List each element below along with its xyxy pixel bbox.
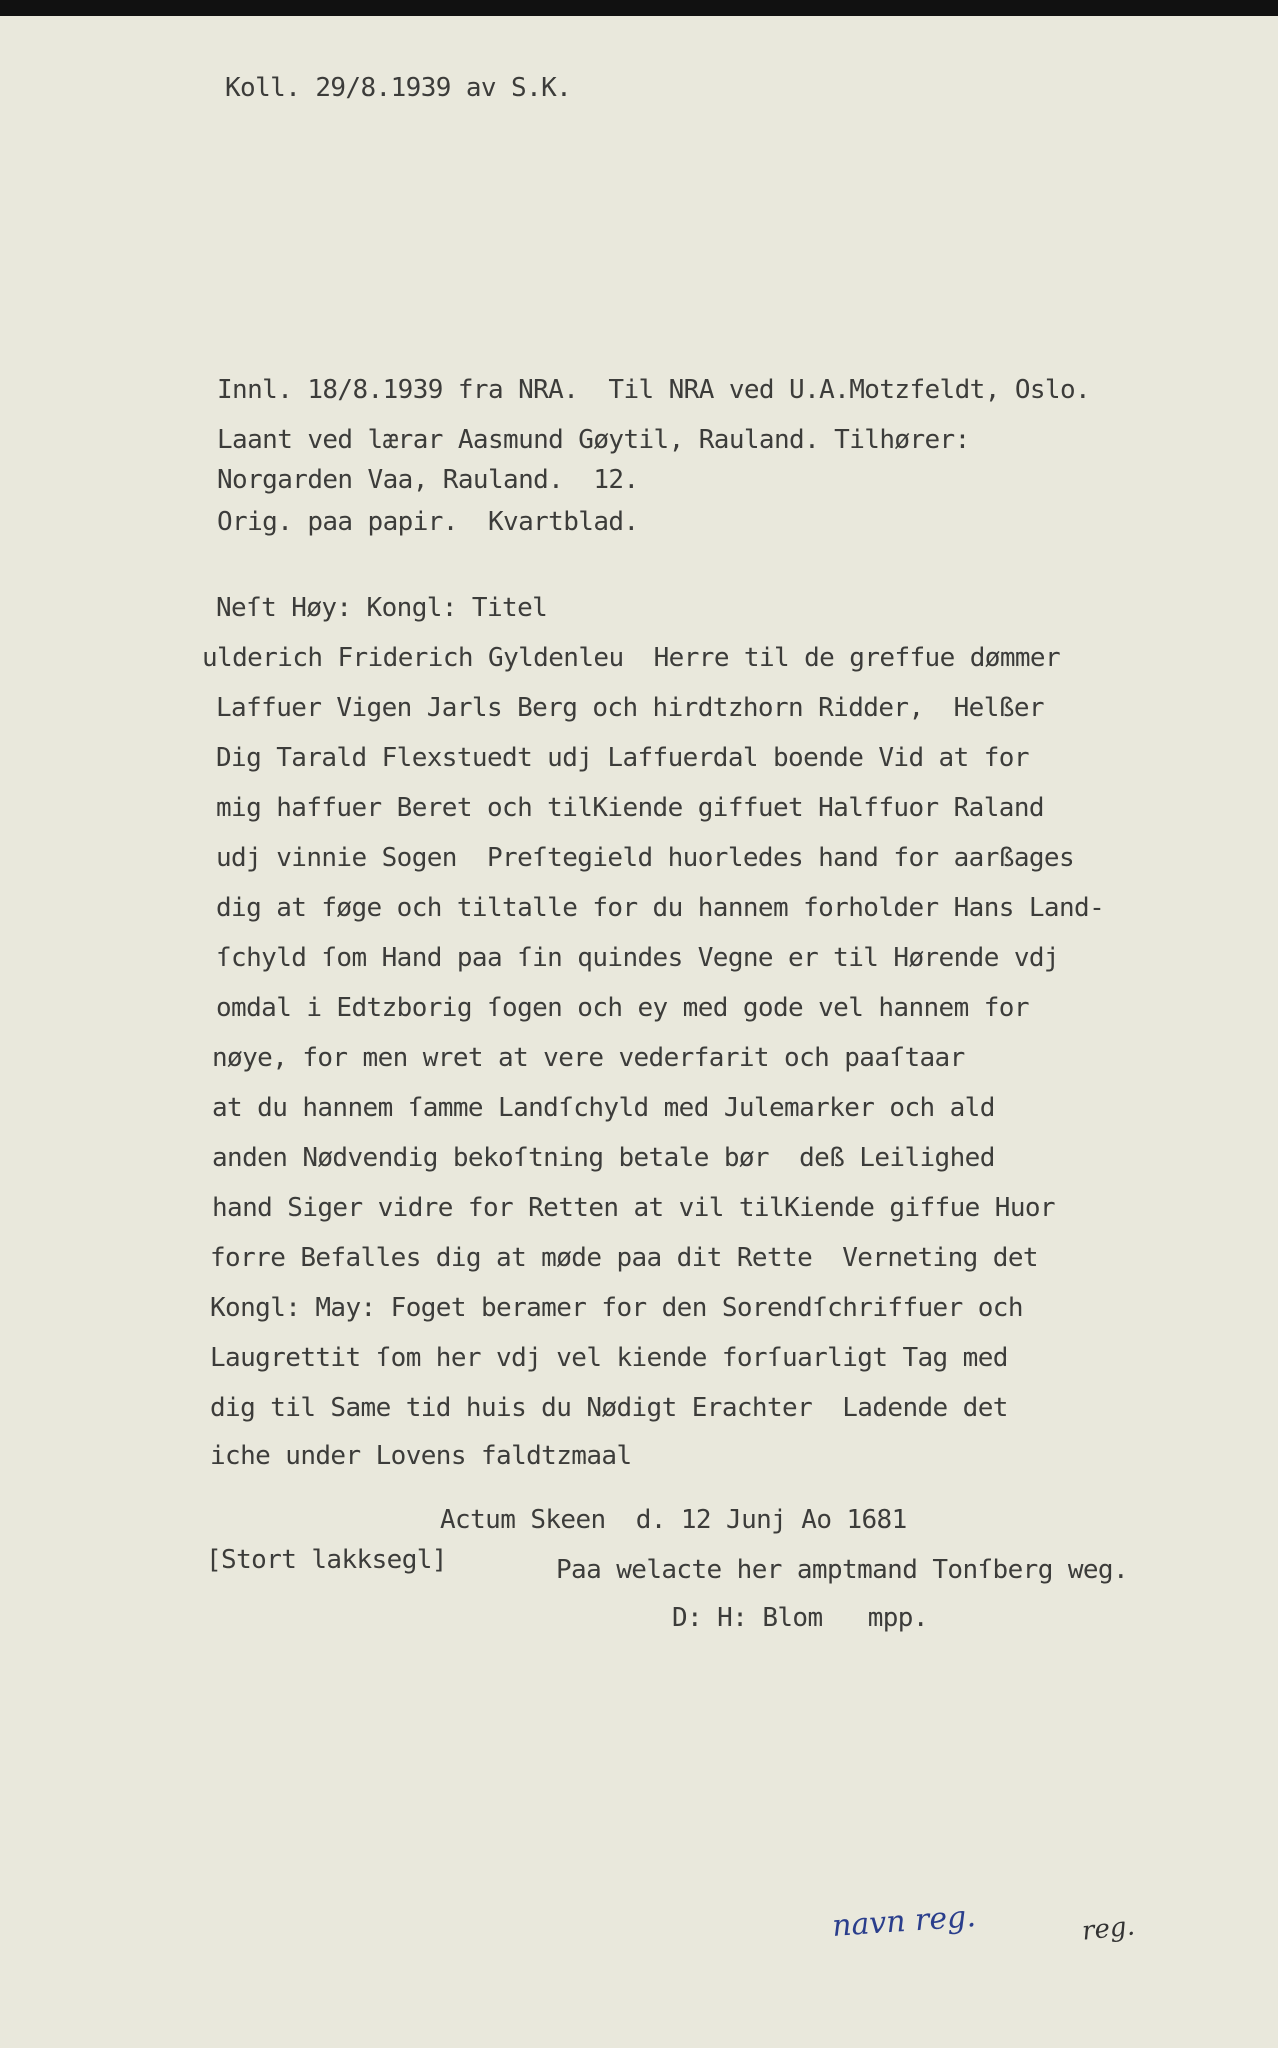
handwritten-note: navn reg.	[830, 1899, 977, 1944]
document-page	[0, 16, 1278, 2048]
transcription-line: forre Befalles dig at møde paa dit Rette Verneting det	[210, 1243, 1038, 1273]
transcription-line: udj vinnie Sogen Preſtegield huorledes hand for aarßages	[216, 843, 1075, 873]
date-line: Actum Skeen d. 12 Junj Ao 1681	[440, 1505, 907, 1535]
transcription-line: ſchyld ſom Hand paa ſin quindes Vegne er til Hørende vdj	[216, 943, 1059, 973]
transcription-line: Neſt Høy: Kongl: Titel	[216, 593, 548, 623]
transcription-line: ulderich Friderich Gyldenleu Herre til de greffue dømmer	[202, 643, 1061, 673]
provenance-line: Orig. paa papir. Kvartblad.	[217, 507, 639, 537]
transcription-line: mig haffuer Beret och tilKiende giffuet Halffuor Raland	[216, 793, 1044, 823]
transcription-line: Laffuer Vigen Jarls Berg och hirdtzhorn Ridder, Helßer	[216, 693, 1044, 723]
transcription-line: omdal i Edtzborig ſogen och ey med gode vel hannem for	[216, 993, 1029, 1023]
transcription-line: Dig Tarald Flexstuedt udj Laffuerdal boende Vid at for	[216, 743, 1029, 773]
provenance-line: Laant ved lærar Aasmund Gøytil, Rauland. Tilhører:	[217, 425, 970, 455]
transcription-line: anden Nødvendig bekoſtning betale bør deß Leilighed	[212, 1143, 995, 1173]
seal-note: [Stort lakksegl]	[206, 1545, 447, 1575]
handwritten-note: reg.	[1080, 1911, 1137, 1947]
transcription-line: hand Siger vidre for Retten at vil tilKiende giffue Huor	[212, 1193, 1055, 1223]
transcription-line: dig til Same tid huis du Nødigt Erachter Ladende det	[210, 1393, 1008, 1423]
collection-note: Koll. 29/8.1939 av S.K.	[225, 73, 572, 103]
provenance-line: Innl. 18/8.1939 fra NRA. Til NRA ved U.A.Motzfeldt, Oslo.	[217, 375, 1091, 405]
signature-line: D: H: Blom mpp.	[672, 1603, 928, 1633]
transcription-line: nøye, for men wret at vere vederfarit och paaſtaar	[212, 1043, 965, 1073]
transcription-line: at du hannem ſamme Landſchyld med Julemarker och ald	[212, 1093, 995, 1123]
provenance-line: Norgarden Vaa, Rauland. 12.	[217, 465, 639, 495]
transcription-line: dig at føge och tiltalle for du hannem forholder Hans Land-	[216, 893, 1105, 923]
transcription-line: Laugrettit ſom her vdj vel kiende forſuarligt Tag med	[210, 1343, 1008, 1373]
transcription-line: Kongl: May: Foget beramer for den Sorendſchriffuer och	[210, 1293, 1023, 1323]
transcription-line: iche under Lovens faldtzmaal	[210, 1441, 632, 1471]
address-line: Paa welacte her amptmand Tonſberg weg.	[556, 1555, 1129, 1585]
